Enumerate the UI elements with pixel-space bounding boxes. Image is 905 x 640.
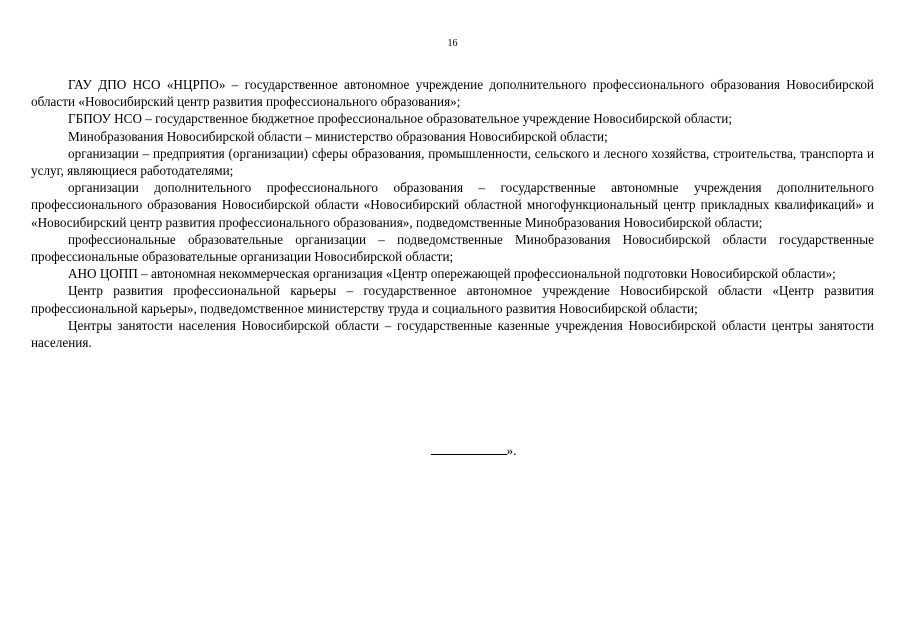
paragraph-ano-topp: АНО ЦОПП – автономная некоммерческая организация «Центр опережающей профессиональной подготовки Новосибирской области»; [68, 266, 836, 282]
closing-quote-mark: ». [506, 443, 517, 458]
paragraph-gau-dpo-nso: ГАУ ДПО НСО «НЦРПО» – государственное автономное учреждение дополнительного профессионального образования Новосибирской области «Новосибирский центр развития профессионального образования»; [31, 77, 874, 110]
page-number: 16 [447, 38, 458, 49]
paragraph-minobrazovaniya: Минобразования Новосибирской области – министерство образования Новосибирской области; [68, 128, 608, 144]
closing-underline [431, 442, 507, 455]
paragraph-professionalnye-organizatsii: профессиональные образовательные организации – подведомственные Минобразования Новосибирской области государственные профессиональные образовательные организации Новосибирской области; [31, 231, 874, 265]
paragraph-gbpou-nso: ГБПОУ НСО – государственное бюджетное профессиональное образовательное учреждение Новосибирской области; [68, 111, 732, 127]
closing-separator [0, 442, 905, 459]
paragraph-tsentr-karery: Центр развития профессиональной карьеры – государственное автономное учреждение Новосибирской области «Центр развития профессиональной карьеры», подведомственное министерству труда и социального развития Новосибирской области; [31, 283, 874, 316]
paragraph-organizatsii: организации – предприятия (организации) сферы образования, промышленности, сельского и лесного хозяйства, строительства, транспорта и услуг, являющиеся работодателями; [31, 145, 874, 179]
document-body [31, 76, 874, 351]
paragraph-tsentry-zanyatosti: Центры занятости населения Новосибирской области – государственные казенные учреждения Новосибирской области центры занятости населения. [31, 317, 874, 351]
paragraph-organizatsii-dpo: организации дополнительного профессионального образования – государственные автономные учреждения дополнительного профессионального образования Новосибирской области «Новосибирский областной многофункциональный центр прикладных квалификаций» и «Новосибирский центр развития профессионального образования», подведомственные Минобразования Новосибирской области; [31, 180, 874, 230]
